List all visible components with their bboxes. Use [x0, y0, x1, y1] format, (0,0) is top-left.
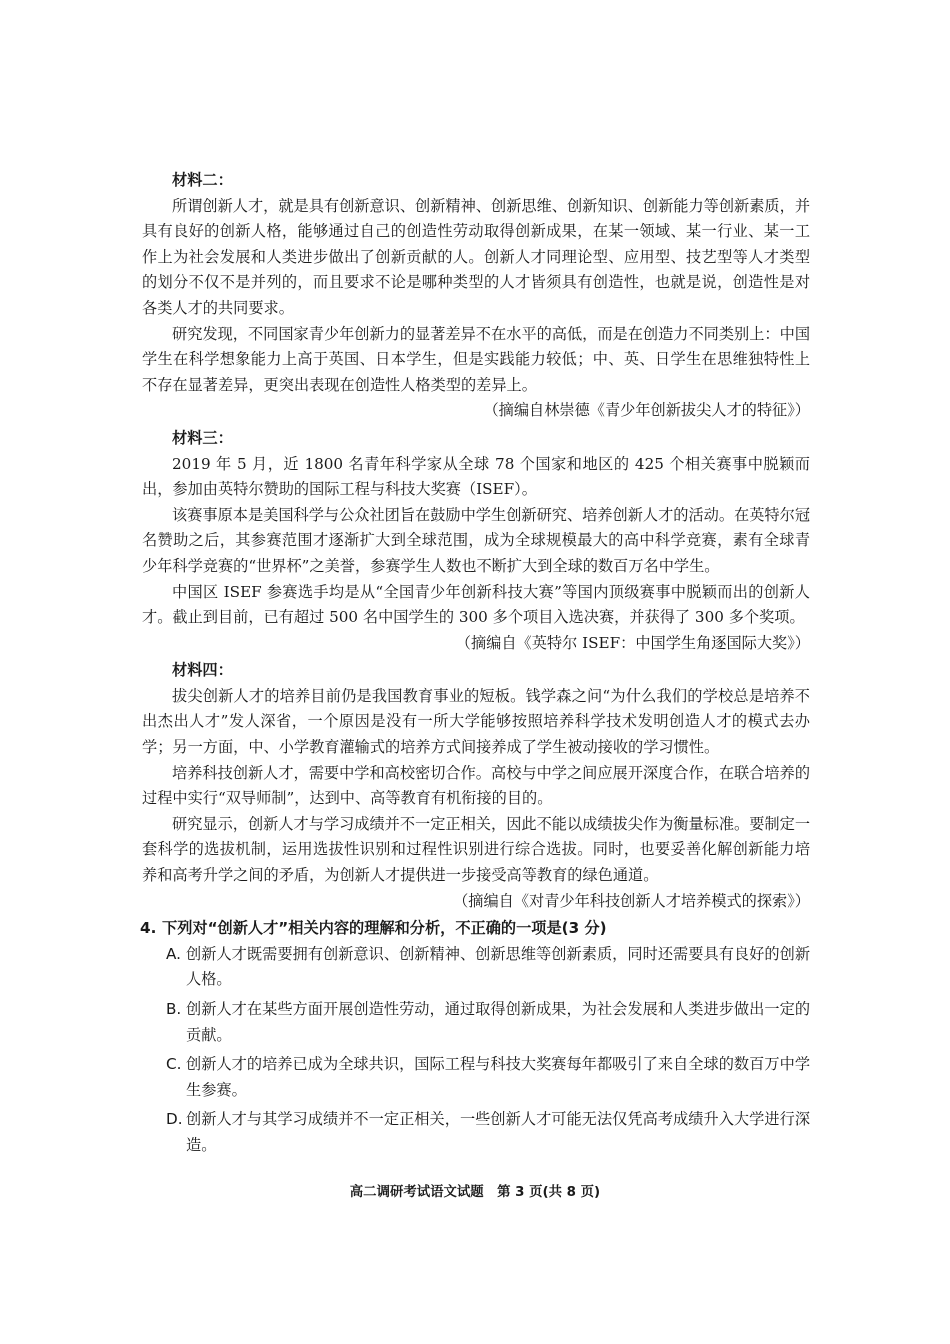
- document-page: [142, 168, 810, 1163]
- material3-source: （摘编自《英特尔 ISEF：中国学生角逐国际大奖》）: [455, 633, 810, 652]
- material4-paragraph-1: 拔尖创新人才的培养目前仍是我国教育事业的短板。钱学森之问“为什么我们的学校总是培养不出杰出人才”发人深省，一个原因是没有一所大学能够按照培养科学技术发明创造人才的模式去办学；另一方面，中、小学教育灌输式的培养方式间接养成了学生被动接收的学习惯性。: [142, 686, 810, 757]
- option-letter: B.: [166, 1000, 182, 1018]
- option-letter: C.: [166, 1055, 182, 1074]
- option-a: [142, 942, 810, 993]
- material2-paragraph-1: 所谓创新人才，就是具有创新意识、创新精神、创新思维、创新知识、创新能力等创新素质，并具有良好的创新人格，能够通过自己的创造性劳动取得创新成果，在某一领域、某一行业、某一工作上为社会发展和人类进步做出了创新贡献的人。创新人才同理论型、应用型、技艺型等人才类型的划分不仅不是并列的，而且要求不论是哪种类型的人才皆须具有创造性，也就是说，创造性是对各类人才的共同要求。: [142, 196, 810, 317]
- option-text: 创新人才在某些方面开展创造性劳动，通过取得创新成果，为社会发展和人类进步做出一定的贡献。: [186, 1000, 810, 1044]
- option-text: 创新人才既需要拥有创新意识、创新精神、创新思维等创新素质，同时还需要具有良好的创新人格。: [186, 944, 810, 989]
- material3-paragraph-1: 2019 年 5 月，近 1800 名青年科学家从全球 78 个国家和地区的 425 个相关赛事中脱颖而出，参加由英特尔赞助的国际工程与科技大奖赛（ISEF）。: [142, 454, 810, 499]
- question-4: [140, 916, 808, 942]
- option-c: [142, 1052, 810, 1103]
- material2-source: （摘编自林崇德《青少年创新拔尖人才的特征》）: [483, 401, 810, 420]
- option-letter: D.: [166, 1110, 183, 1129]
- material4-heading: 材料四：: [172, 661, 233, 680]
- material4-source: （摘编自《对青少年科技创新人才培养模式的探索》）: [453, 891, 810, 910]
- material3-paragraph-2: 该赛事原本是美国科学与公众社团旨在鼓励中学生创新研究、培养创新人才的活动。在英特尔冠名赞助之后，其参赛范围才逐渐扩大到全球范围，成为全球规模最大的高中科学竞赛，素有全球青少年科学竞赛的“世界杯”之美誉，参赛学生人数也不断扩大到全球的数百万名中学生。: [142, 505, 810, 575]
- material2-paragraph-2: 研究发现，不同国家青少年创新力的显著差异不在水平的高低，而是在创造力不同类别上：中国学生在科学想象能力上高于英国、日本学生，但是实践能力较低；中、英、日学生在思维独特性上不存在显著差异，更突出表现在创造性人格类型的差异上。: [142, 324, 810, 394]
- option-b: [142, 997, 810, 1048]
- question-stem: 下列对“创新人才”相关内容的理解和分析，不正确的一项是(3 分): [162, 919, 607, 938]
- question-options: [142, 942, 810, 1159]
- material2-heading: 材料二：: [172, 171, 233, 189]
- page-footer: 高二调研考试语文试题 第 3 页(共 8 页): [349, 1185, 601, 1200]
- option-d: [142, 1107, 810, 1158]
- material3-heading: 材料三：: [172, 428, 233, 447]
- option-letter: A.: [166, 944, 181, 963]
- option-text: 创新人才的培养已成为全球共识，国际工程与科技大奖赛每年都吸引了来自全球的数百万中学生参赛。: [186, 1055, 810, 1099]
- material4-paragraph-2: 培养科技创新人才，需要中学和高校密切合作。高校与中学之间应展开深度合作，在联合培养的过程中实行“双导师制”，达到中、高等教育有机衔接的目的。: [142, 763, 810, 808]
- question-number: 4.: [140, 919, 157, 938]
- material3-paragraph-3: 中国区 ISEF 参赛选手均是从“全国青少年创新科技大赛”等国内顶级赛事中脱颖而出的创新人才。截止到目前，已有超过 500 名中国学生的 300 多个项目入选决赛，并获得了 300 多个奖项。: [142, 582, 810, 627]
- material4-paragraph-3: 研究显示，创新人才与学习成绩并不一定正相关，因此不能以成绩拔尖作为衡量标准。要制定一套科学的选拔机制，运用选拔性识别和过程性识别进行综合选拔。同时，也要妥善化解创新能力培养和高考升学之间的矛盾，为创新人才提供进一步接受高等教育的绿色通道。: [142, 814, 810, 885]
- option-text: 创新人才与其学习成绩并不一定正相关，一些创新人才可能无法仅凭高考成绩升入大学进行深造。: [186, 1110, 810, 1154]
